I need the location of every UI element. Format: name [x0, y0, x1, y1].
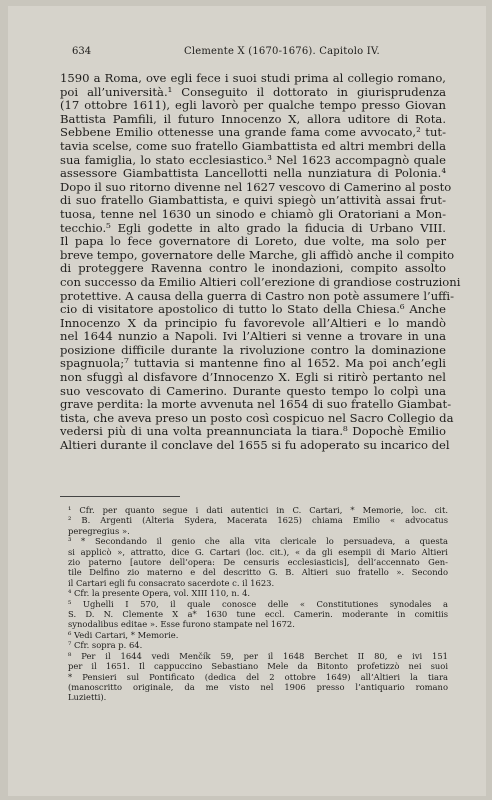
- text-line: (17 ottobre 1611), egli lavorò per qualche tempo presso Giovan: [60, 98, 446, 113]
- text-line: 1590 a Roma, ove egli fece i suoi studi prima al collegio romano,: [60, 71, 446, 85]
- text-line: vedersi più di una volta preannunciata la tiara.⁸ Dopochè Emilio: [60, 424, 446, 439]
- footnote-line: ⁵ Ughelli I 570, il quale conosce delle « Constitutiones synodales a: [68, 598, 448, 609]
- text-line: spagnuola;⁷ tuttavia si mantenne fino al 1652. Ma poi anch’egli: [60, 356, 446, 371]
- footnote-line: ³ * Secondando il genio che alla vita clericale lo persuadeva, a questa: [68, 536, 448, 547]
- text-line: sua famiglia, lo stato ecclesiastico.³ Nel 1623 accompagnò quale: [60, 152, 446, 167]
- footnote-line: ¹ Cfr. per quanto segue i dati autentici in C. Cartari, * Memorie, loc. cit.: [68, 505, 448, 515]
- footnotes: [68, 505, 448, 703]
- text-line: Sebbene Emilio ottenesse una grande fama come avvocato,² tut-: [60, 125, 446, 140]
- footnote-line: (manoscritto originale, da me visto nel 1906 presso l’antiquario romano: [68, 681, 448, 692]
- text-line: assessore Giambattista Lancellotti nella nunziatura di Polonia.⁴: [60, 166, 446, 181]
- page-number: 634: [72, 46, 92, 57]
- text-line: tecchio.⁵ Egli godette in alto grado la fiducia di Urbano VIII.: [60, 220, 446, 235]
- text-line: cio di visitatore apostolico di tutto lo Stato della Chiesa.⁶ Anche: [60, 302, 446, 317]
- text-line: poi all’università.¹ Conseguito il dottorato in giurisprudenza: [60, 84, 446, 99]
- text-line: Il papa lo fece governatore di Loreto, due volte, ma solo per: [60, 234, 446, 249]
- footnote-line: synodalibus editae ». Esse furono stampate nel 1672.: [68, 619, 295, 630]
- page-header: [72, 46, 446, 62]
- text-line: di proteggere Ravenna contro le inondazioni, compito assolto: [60, 261, 446, 276]
- text-line: tuosa, tenne nel 1630 un sinodo e chiamò gli Oratoriani a Mon-: [60, 206, 446, 221]
- text-line: grave perdita: la morte avvenuta nel 1654 di suo fratello Giambat-: [60, 397, 452, 412]
- footnote-line: tile Delfino zio materno e del descritto G. B. Altieri suo fratello ». Secondo: [68, 567, 448, 578]
- text-line: posizione difficile durante la rivoluzione contro la dominazione: [60, 342, 446, 357]
- footnote-line: per il 1651. Il cappuccino Sebastiano Mele da Bitonto profetizzò nei suoi: [68, 661, 448, 672]
- footnote-line: S. D. N. Clemente X a* 1630 tune eccl. Camerin. moderante in comitiis: [68, 609, 448, 620]
- text-line: di suo fratello Giambattista, e quivi spiegò un’attività assai frut-: [60, 193, 446, 208]
- footnote-line: peregregius ».: [68, 525, 130, 536]
- footnote-line: ⁸ Per il 1644 vedi Menčík 59, per il 1648 Berchet II 80, e ivi 151: [68, 650, 448, 661]
- footnote-line: zio paterno [autore dell’opera: De censuris ecclesiasticis], dell’accennato Gen-: [68, 557, 448, 568]
- text-line: Dopo il suo ritorno divenne nel 1627 vescovo di Camerino al posto: [60, 179, 452, 194]
- running-title: Clemente X (1670-1676). Capitolo IV.: [184, 46, 380, 57]
- text-line: con successo da Emilio Altieri coll’erezione di grandiose costruzioni: [60, 274, 461, 289]
- text-line: Battista Pamfili, il futuro Innocenzo X, allora uditore di Rota.: [60, 111, 446, 126]
- main-text: [60, 71, 461, 453]
- text-line: Altieri durante il conclave del 1655 si fu adoperato su incarico del: [60, 438, 450, 453]
- text-line: breve tempo, governatore delle Marche, gli affidò anche il compito: [60, 247, 455, 262]
- footnote-line: * Pensieri sul Pontificato (dedica del 2 ottobre 1649) all’Altieri la tiara: [68, 671, 448, 682]
- text-line: Innocenzo X da principio fu favorevole all’Altieri e lo mandò: [60, 315, 446, 330]
- footnote-line: ² B. Argenti (Alteria Sydera, Macerata 1625) chiama Emilio « advocatus: [68, 515, 448, 526]
- footnote-line: ⁷ Cfr. sopra p. 64.: [68, 640, 143, 651]
- footnote-line: Luzietti).: [68, 692, 107, 703]
- footnote-separator: [60, 496, 180, 497]
- text-line: tista, che aveva preso un posto così cospicuo nel Sacro Collegio da: [60, 410, 454, 425]
- text-line: non sfuggì al disfavore d’Innocenzo X. Egli si ritirò pertanto nel: [60, 370, 446, 385]
- text-line: tavia scelse, come suo fratello Giambattista ed altri membri della: [60, 138, 446, 153]
- footnote-line: ⁴ Cfr. la presente Opera, vol. XIII 110, n. 4.: [68, 588, 251, 599]
- footnote-line: il Cartari egli fu consacrato sacerdote c. il 1623.: [68, 577, 275, 588]
- footnote-line: ⁶ Vedi Cartari, * Memorie.: [68, 629, 179, 640]
- text-line: suo vescovato di Camerino. Durante questo tempo lo colpì una: [60, 383, 446, 398]
- text-line: protettive. A causa della guerra di Castro non potè assumere l’uffi-: [60, 288, 455, 303]
- text-line: nel 1644 nunzio a Napoli. Ivi l’Altieri si venne a trovare in una: [60, 329, 446, 344]
- footnote-line: si applicò », attratto, dice G. Cartari (loc. cit.), « da gli esempii di Mario Altieri: [68, 546, 448, 557]
